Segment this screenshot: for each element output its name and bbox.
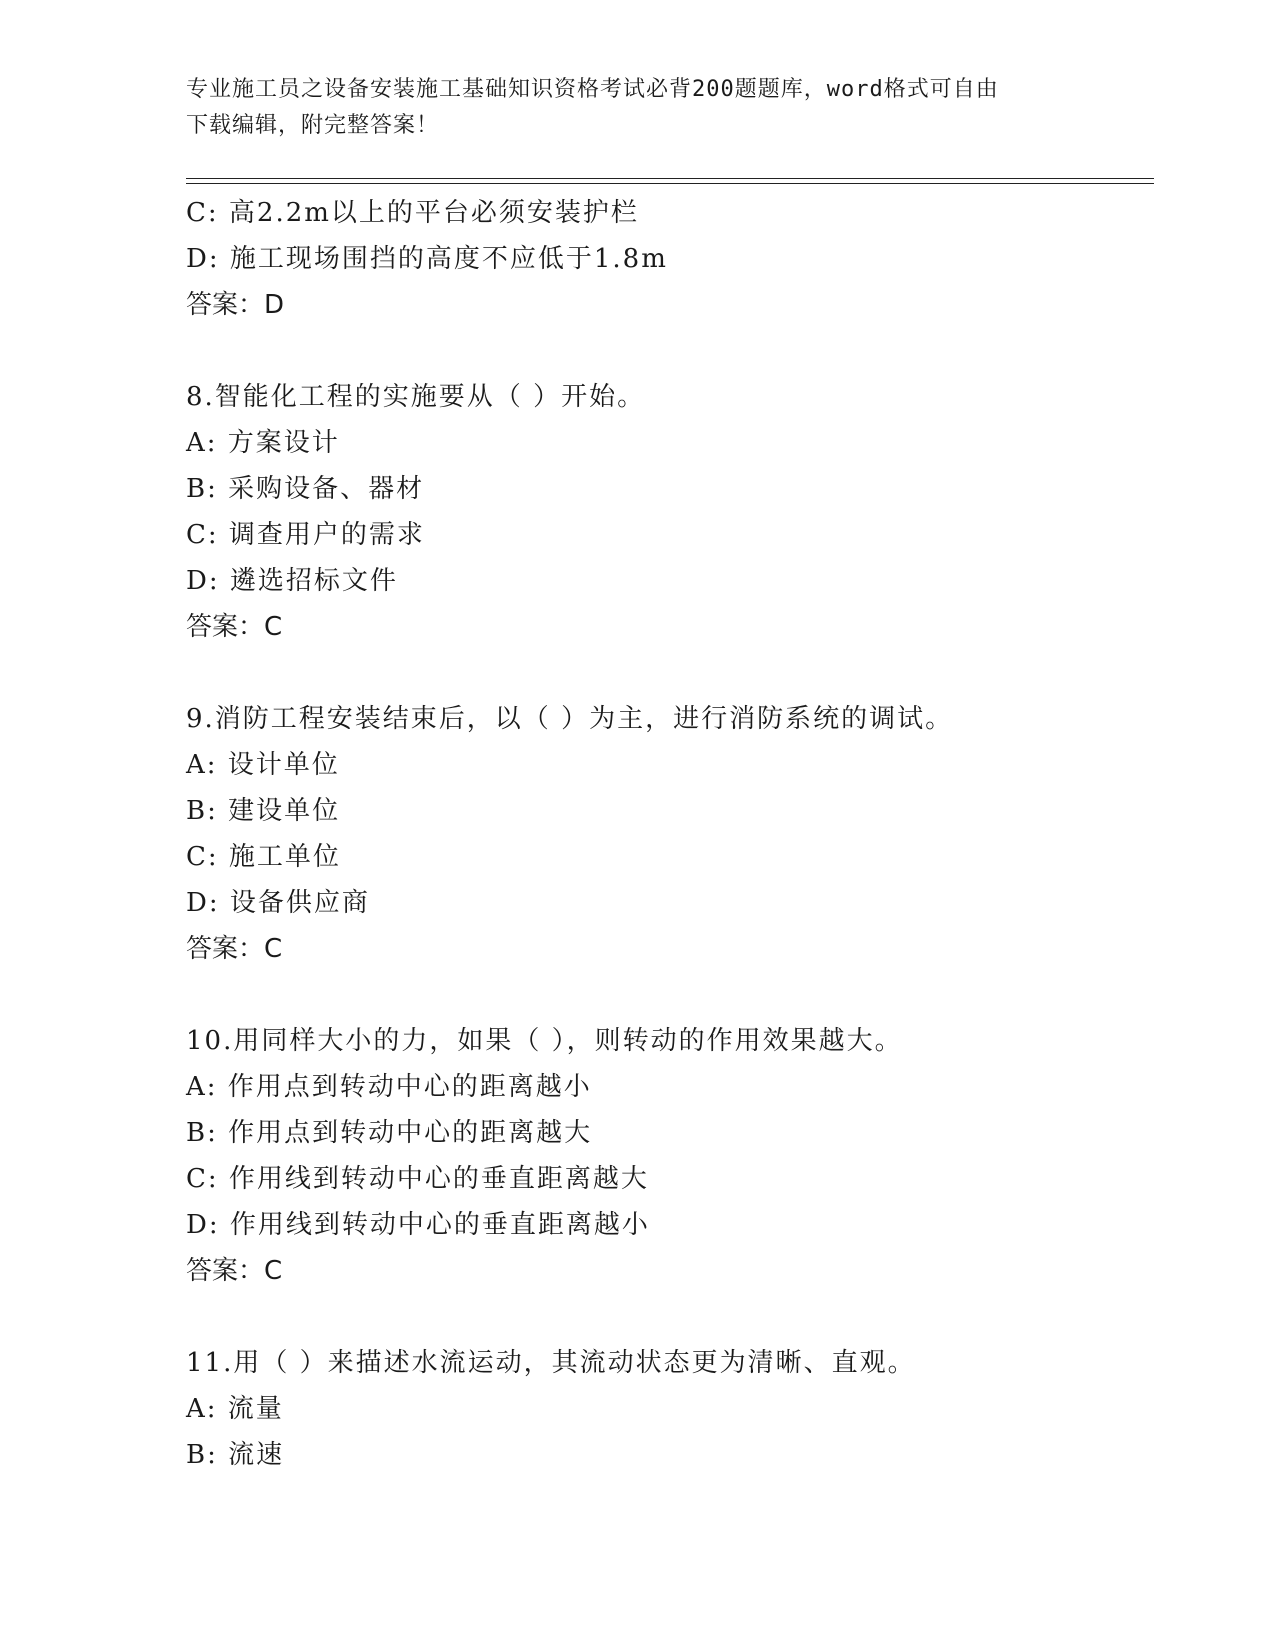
option-a: A: 作用点到转动中心的距离越小 bbox=[186, 1072, 592, 1102]
question-block-8 bbox=[186, 374, 1146, 650]
answer-line bbox=[186, 1248, 1146, 1294]
option-a: A: 流量 bbox=[186, 1394, 284, 1424]
option-a: A: 设计单位 bbox=[186, 750, 340, 780]
answer-line bbox=[186, 926, 1146, 972]
question-block-prev bbox=[186, 190, 1146, 328]
header-line-2: 下载编辑，附完整答案！ bbox=[186, 113, 440, 138]
option-d: D: 作用线到转动中心的垂直距离越小 bbox=[186, 1210, 650, 1240]
question-stem: 9.消防工程安装结束后，以（ ）为主，进行消防系统的调试。 bbox=[186, 704, 954, 734]
option-c: C: 作用线到转动中心的垂直距离越大 bbox=[186, 1164, 649, 1194]
question-stem: 8.智能化工程的实施要从（ ）开始。 bbox=[186, 382, 646, 412]
option-b: B: 建设单位 bbox=[186, 796, 341, 826]
answer-line bbox=[186, 604, 1146, 650]
option-c: C: 施工单位 bbox=[186, 842, 341, 872]
option-d: D: 施工现场围挡的高度不应低于1.8m bbox=[186, 244, 668, 274]
option-b: B: 流速 bbox=[186, 1440, 285, 1470]
answer-line bbox=[186, 282, 1146, 328]
answer-value: C bbox=[264, 612, 283, 642]
answer-value: C bbox=[264, 934, 283, 964]
document-header bbox=[186, 72, 1066, 144]
question-block-10 bbox=[186, 1018, 1146, 1294]
answer-label: 答案： bbox=[186, 290, 265, 320]
option-b: B: 采购设备、器材 bbox=[186, 474, 425, 504]
answer-label: 答案： bbox=[186, 934, 265, 964]
header-divider-bottom bbox=[186, 183, 1154, 184]
header-divider-top bbox=[186, 178, 1154, 179]
question-list bbox=[186, 190, 1146, 1478]
question-block-9 bbox=[186, 696, 1146, 972]
option-d: D: 遴选招标文件 bbox=[186, 566, 398, 596]
option-d: D: 设备供应商 bbox=[186, 888, 370, 918]
answer-label: 答案： bbox=[186, 1256, 265, 1286]
answer-label: 答案： bbox=[186, 612, 265, 642]
option-c: C: 高2.2m以上的平台必须安装护栏 bbox=[186, 198, 639, 228]
option-a: A: 方案设计 bbox=[186, 428, 340, 458]
answer-value: C bbox=[264, 1256, 283, 1286]
option-c: C: 调查用户的需求 bbox=[186, 520, 425, 550]
question-block-11 bbox=[186, 1340, 1146, 1478]
option-b: B: 作用点到转动中心的距离越大 bbox=[186, 1118, 593, 1148]
header-line-1: 专业施工员之设备安装施工基础知识资格考试必背200题题库，word格式可自由 bbox=[186, 77, 999, 102]
answer-value: D bbox=[264, 290, 285, 320]
question-stem: 10.用同样大小的力，如果（ ），则转动的作用效果越大。 bbox=[186, 1026, 903, 1056]
question-stem: 11.用（ ）来描述水流运动，其流动状态更为清晰、直观。 bbox=[186, 1348, 916, 1378]
